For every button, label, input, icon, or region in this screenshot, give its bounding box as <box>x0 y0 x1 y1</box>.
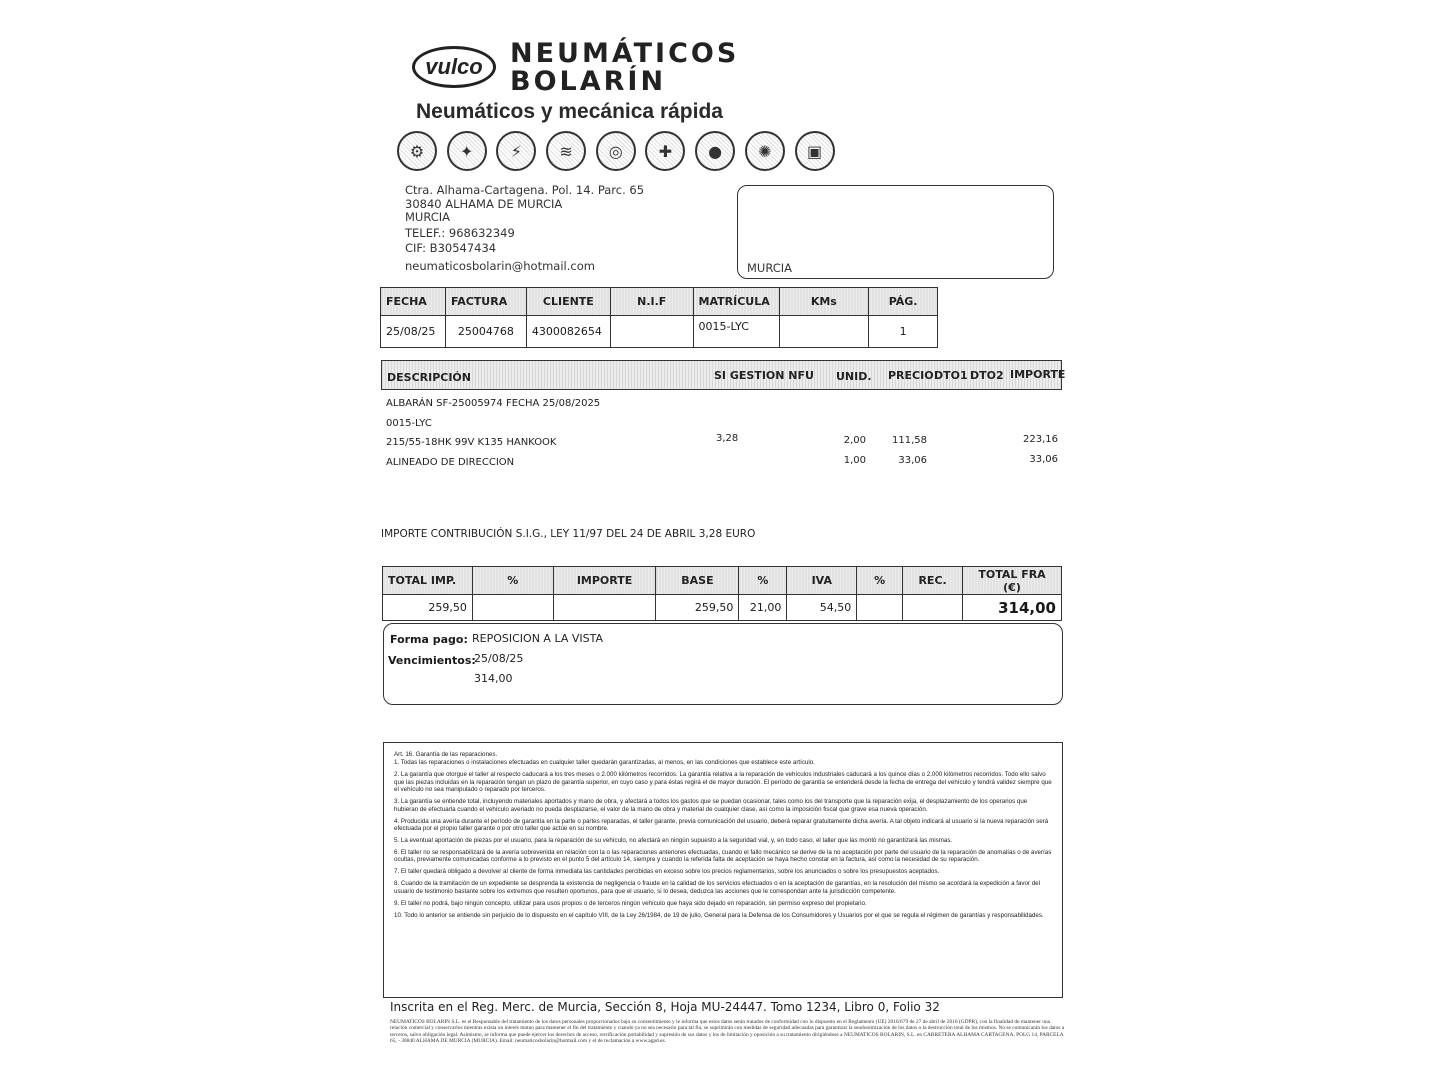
due-date: 25/08/25 <box>474 652 524 665</box>
suspension-icon: ⚙ <box>397 131 437 171</box>
legal-title: Art. 16. Garantía de las reparaciones. <box>394 751 498 758</box>
service-icons-row <box>397 131 887 175</box>
client-box <box>737 185 1054 279</box>
totals-label-total-imp: TOTAL IMP. <box>383 567 473 595</box>
totals-table <box>382 566 1062 621</box>
vehicle-kms <box>779 316 869 348</box>
brand-line-1: NEUMÁTICOS <box>510 38 740 69</box>
line-item-nfu: 3,28 <box>716 433 739 444</box>
payment-method-label: Forma pago: <box>390 633 468 646</box>
header-label-factura: FACTURA <box>445 288 526 316</box>
totals-label-base: BASE <box>656 567 739 595</box>
due-dates-label: Vencimientos: <box>388 654 476 667</box>
legal-item: 2. La garantía que otorgue el taller al respecto caducará a los tres meses o 2.000 kilómetros recorridos. La garantía relativa a la reparación de vehículos industriales caducará a los quince días o 2.000 kilómetros recorridos. Todo ello salvo que las piezas incluidas en la reparación tengan un plazo de garantía superior, en cuyo caso y para éstas regirá el de mayor duración. El período de garantía se entenderá desde la fecha de entrega del vehículo y tendrá validez siempre que el vehículo no sea manipulado o reparado por terceros. <box>394 771 1052 794</box>
legal-item: 9. El taller no podrá, bajo ningún concepto, utilizar para usos propios o de terceros ningún vehículo que haya sido dejado en reparación, sin permiso expreso del propietario. <box>394 899 867 907</box>
address-line-1: Ctra. Alhama-Cartagena. Pol. 14. Parc. 65 <box>405 183 645 197</box>
iva-pct: 21,00 <box>739 595 787 621</box>
steering-icon: ✚ <box>645 131 685 171</box>
totals-label-total-fra: TOTAL FRA (€) <box>963 567 1062 595</box>
totals-label-rec: REC. <box>903 567 963 595</box>
brand-line-2: BOLARÍN <box>510 66 667 97</box>
line-item-importe: 223,16 <box>1023 434 1058 445</box>
col-importe: IMPORTE <box>1010 368 1066 381</box>
payment-box <box>383 623 1063 705</box>
legal-item: 8. Cuando de la tramitación de un expediente se desprenda la existencia de negligencia o fraude en la calidad de los servicios efectuados o en la aceptación de garantías, en la resolución del mismo se acordará la expedición a favor del usuario de testimonio bastante sobre los extremos que resulten oportunos, para que el usuario, si lo desea, deduzca las acciones que le correspondan ante la jurisdicción competente. <box>394 880 1040 895</box>
payment-method-value: REPOSICION A LA VISTA <box>472 632 603 645</box>
col-descripcion: DESCRIPCIÓN <box>387 371 471 384</box>
company-email: neumaticosbolarin@hotmail.com <box>405 258 595 273</box>
total-imponible: 259,50 <box>383 595 473 621</box>
page-number: 1 <box>869 316 938 348</box>
col-dto1: DTO1 <box>934 369 968 382</box>
client-code: 4300082654 <box>526 316 610 348</box>
iva-amount: 54,50 <box>787 595 857 621</box>
company-phone: TELEF.: 968632349 <box>405 225 515 240</box>
legal-item: 1. Todas las reparaciones o instalaciones efectuadas en cualquier taller quedarán garantizadas, al menos, en las condiciones que establece este artículo. <box>394 759 815 767</box>
discount-amount <box>553 595 656 621</box>
col-precio: PRECIO <box>888 369 934 382</box>
line-item-desc: 215/55-18HK 99V K135 HANKOOK <box>386 437 557 448</box>
wheel-icon: ✺ <box>745 131 785 171</box>
header-label-pag: PÁG. <box>869 288 938 316</box>
mercantile-registry: Inscrita en el Reg. Merc. de Murcia, Sección 8, Hoja MU-24447. Tomo 1234, Libro 0, Folio 32 <box>390 1000 940 1014</box>
client-nif <box>610 316 693 348</box>
legal-item: 5. La eventual aportación de piezas por el usuario, para la reparación de su vehículo, no afectará en ningún supuesto a la seguridad vial, y, en todo caso, el taller que las montó no garantizará las mismas. <box>394 837 953 845</box>
discount-pct <box>472 595 553 621</box>
rec-pct <box>857 595 903 621</box>
legal-item: 6. El taller no se responsabilizará de la avería sobrevenida en relación con la o las reparaciones anteriores efectuadas, cuando el fallo mecánico se derive de la no aceptación por parte del usuario de la reparación de anomalías o de averías ocultas, previamente comunicadas conforme a lo previsto en el punto 5 del artículo 14, siempre y cuando la referida falta de aceptación se haya hecho constar en la factura, así como la necesidad de su reparación. <box>394 849 1052 864</box>
company-address <box>405 184 644 273</box>
line-item-unid: 2,00 <box>843 435 866 446</box>
rec-amount <box>903 595 963 621</box>
totals-label-iva: IVA <box>787 567 857 595</box>
line-item-unid: 1,00 <box>843 455 866 466</box>
totals-label-rec-pct: % <box>857 567 903 595</box>
header-label-fecha: FECHA <box>381 288 446 316</box>
line-item-precio: 33,06 <box>898 455 927 466</box>
invoice-number: 25004768 <box>445 316 526 348</box>
totals-label-iva-pct: % <box>739 567 787 595</box>
col-nfu: SI GESTION NFU <box>714 369 814 382</box>
col-unid: UNID. <box>836 370 872 383</box>
invoice-total: 314,00 <box>963 595 1062 621</box>
address-line-2: 30840 ALHAMA DE MURCIA <box>405 196 563 211</box>
line-item-desc: ALINEADO DE DIRECCION <box>386 457 515 468</box>
line-item: ALBARÁN SF-25005974 FECHA 25/08/2025 <box>386 398 601 409</box>
exhaust-icon: ≋ <box>546 131 586 171</box>
legal-item: 4. Producida una avería durante el período de garantía en la parte o partes reparadas, el taller garante, previa comunicación del usuario, deberá reparar gratuitamente dicha avería. A tal objeto indicará al usuario si la nueva reparación será efectuada por el propio taller garante o por otro taller que actúe en su nombre. <box>394 817 1049 833</box>
line-item: 0015-LYC <box>386 418 432 429</box>
privacy-footer: NEUMATICOS BOLARIN S.L. es el Responsable del tratamiento de los datos personales proporcionados bajo su consentimiento y le informa que estos datos serán tratados de conformidad con lo dispuesto en el Reglamento (UE) 2016/679 de 27 de abril de 2016 (GDPR), con la finalidad de mantener una relación comercial y conservarlos mientras exista un interés mutuo para mantener el fin del tratamiento y cuando ya no sea necesario para tal fin, se suprimirán con medidas de seguridad adecuadas para garantizar la seudonimización de los datos o la destrucción total de los mismos. No se comunicarán los datos a terceros, salvo obligación legal. Asimismo, se informa que puede ejercer los derechos de acceso, rectificación portabilidad y supresión de sus datos y los de limitación y oposición a su tratamiento dirigiéndose a NEUMATICOS BOLARIN, S.L. en CARRETERA ALHAMA CARTAGENA, POLG 14, PARCELA 65, - 30840 ALHAMA DE MURCIA (MURCIA). Email: neumaticosbolarin@hotmail.com y el de reclamación a www.agpd.es. <box>390 1019 1065 1045</box>
logo-text: vulco <box>425 54 483 79</box>
totals-label-pct: % <box>472 567 553 595</box>
header-label-nif: N.I.F <box>610 288 693 316</box>
totals-label-importe: IMPORTE <box>553 567 656 595</box>
legal-item: 7. El taller quedará obligado a devolver al cliente de forma inmediata las cantidades percibidas en exceso sobre los precios reglamentarios, sobre los anunciados o sobre los presupuestos aceptados. <box>394 868 940 876</box>
tyre-icon: ◎ <box>596 131 636 171</box>
vehicle-plate: 0015-LYC <box>693 316 779 348</box>
company-cif: CIF: B30547434 <box>405 241 497 255</box>
warranty-legal-text <box>383 742 1063 998</box>
header-label-cliente: CLIENTE <box>526 288 610 316</box>
vulco-logo <box>412 46 496 88</box>
client-city: MURCIA <box>747 261 793 275</box>
company-subtitle: Neumáticos y mecánica rápida <box>416 100 723 123</box>
oil-drop-icon: ● <box>695 131 735 171</box>
line-item-importe: 33,06 <box>1029 454 1058 465</box>
lines-header <box>381 360 1066 390</box>
col-dto2: DTO2 <box>970 369 1004 382</box>
header-label-matricula: MATRÍCULA <box>693 288 779 316</box>
sig-contribution-note: IMPORTE CONTRIBUCIÓN S.I.G., LEY 11/97 DEL 24 DE ABRIL 3,28 EURO <box>381 528 756 540</box>
legal-item: 3. La garantía se entiende total, incluyendo materiales aportados y mano de obra, y afectará a todos los gastos que se puedan ocasionar, tales como los del transporte que la reparación exija, el desplazamiento de los operarios que hubieran de efectuarla cuando el vehículo averiado no pueda desplazarse, el valor de la mano de obra y material de cualquier clase, así como la imposición fiscal que grave esa nueva operación. <box>394 798 1028 813</box>
line-item-precio: 111,58 <box>892 435 927 446</box>
invoice-header-table <box>380 287 938 348</box>
battery-icon: ▣ <box>795 131 835 171</box>
invoice-date: 25/08/25 <box>381 316 446 348</box>
header-label-kms: KMs <box>779 288 869 316</box>
legal-item: 10. Todo lo anterior se entiende sin perjuicio de lo dispuesto en el capítulo VIII, de la Ley 26/1984, de 19 de julio, General para la Defensa de los Consumidores y Usuarios por el que se regula el régimen de garantías y responsabilidades. <box>394 911 1044 919</box>
tax-base: 259,50 <box>656 595 739 621</box>
due-amount: 314,00 <box>474 672 513 685</box>
spark-plug-icon: ✦ <box>447 131 487 171</box>
plug-icon: ⚡ <box>496 131 536 171</box>
address-line-3: MURCIA <box>405 210 451 224</box>
